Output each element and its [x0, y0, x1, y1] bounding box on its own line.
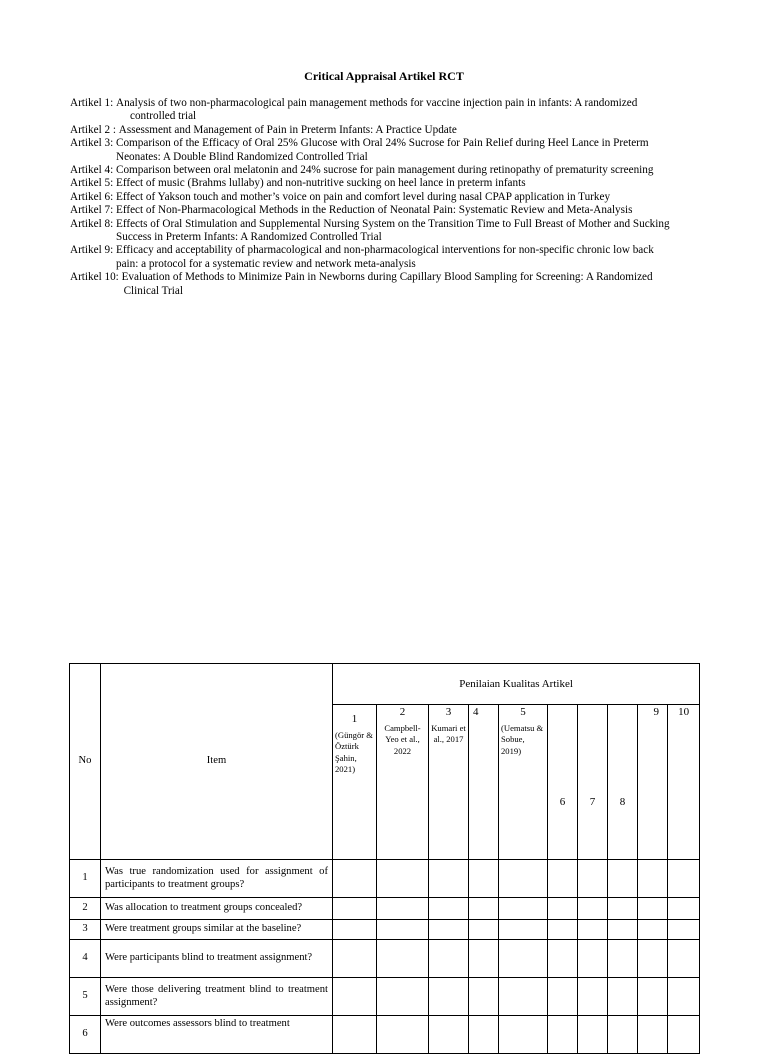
score-cell[interactable]	[608, 898, 638, 920]
score-cell[interactable]	[578, 978, 608, 1016]
article-label: Artikel 7:	[70, 204, 116, 217]
score-cell[interactable]	[548, 860, 578, 898]
score-cell[interactable]	[608, 978, 638, 1016]
article-label: Artikel 1:	[70, 97, 116, 109]
score-cell[interactable]	[668, 860, 700, 898]
header-article-10: 10	[668, 705, 700, 860]
article-label: Artikel 6:	[70, 190, 116, 203]
score-cell[interactable]	[668, 1016, 700, 1054]
score-cell[interactable]	[548, 978, 578, 1016]
score-cell[interactable]	[469, 898, 499, 920]
score-cell[interactable]	[578, 920, 608, 940]
score-cell[interactable]	[429, 920, 469, 940]
article-title: Effect of music (Brahms lullaby) and non-nutritive sucking on heel lance in preterm infants	[116, 177, 526, 190]
score-cell[interactable]	[499, 920, 548, 940]
article-title-continued: Success in Preterm Infants: A Randomized Controlled Trial	[116, 231, 382, 244]
article-label: Artikel 10:	[70, 271, 122, 284]
header-article-8: 8	[608, 705, 638, 860]
article-entry-6	[70, 191, 698, 204]
article-entry-4	[70, 164, 698, 177]
appraisal-table	[69, 663, 700, 1054]
article-title: Assessment and Management of Pain in Preterm Infants: A Practice Update	[118, 123, 457, 136]
score-cell[interactable]	[333, 920, 377, 940]
score-cell[interactable]	[578, 898, 608, 920]
score-cell[interactable]	[608, 920, 638, 940]
score-cell[interactable]	[377, 920, 429, 940]
score-cell[interactable]	[608, 940, 638, 978]
header-item: Item	[101, 664, 333, 860]
score-cell[interactable]	[548, 940, 578, 978]
article-title: Evaluation of Methods to Minimize Pain in Newborns during Capillary Blood Sampling for Screening: A Randomized	[121, 271, 653, 284]
table-row	[70, 1016, 700, 1054]
article-list	[70, 97, 698, 298]
score-cell[interactable]	[469, 920, 499, 940]
score-cell[interactable]	[499, 1016, 548, 1054]
header-no: No	[70, 664, 101, 860]
score-cell[interactable]	[429, 860, 469, 898]
score-cell[interactable]	[429, 1016, 469, 1054]
score-cell[interactable]	[638, 1016, 668, 1054]
header-article-9: 9	[638, 705, 668, 860]
table-row	[70, 978, 700, 1016]
row-number: 6	[70, 1016, 101, 1054]
article-label: Artikel 9:	[70, 244, 116, 257]
score-cell[interactable]	[429, 940, 469, 978]
row-item: Were treatment groups similar at the baseline?	[101, 920, 333, 940]
score-cell[interactable]	[469, 978, 499, 1016]
article-label: Artikel 8:	[70, 217, 116, 230]
article-entry-2	[70, 124, 698, 137]
header-article-3: 3 Kumari et al., 2017	[429, 705, 469, 860]
score-cell[interactable]	[499, 940, 548, 978]
score-cell[interactable]	[469, 860, 499, 898]
score-cell[interactable]	[668, 898, 700, 920]
score-cell[interactable]	[548, 1016, 578, 1054]
row-number: 3	[70, 920, 101, 940]
score-cell[interactable]	[377, 1016, 429, 1054]
article-title-continued: controlled trial	[130, 110, 197, 123]
row-number: 2	[70, 898, 101, 920]
score-cell[interactable]	[638, 860, 668, 898]
header-article-1: 1 (Güngör & Öztürk Şahin, 2021)	[333, 705, 377, 860]
score-cell[interactable]	[638, 940, 668, 978]
score-cell[interactable]	[578, 860, 608, 898]
row-number: 5	[70, 978, 101, 1016]
article-entry-9	[70, 244, 698, 271]
score-cell[interactable]	[638, 898, 668, 920]
score-cell[interactable]	[499, 860, 548, 898]
article-title: Comparison of the Efficacy of Oral 25% Glucose with Oral 24% Sucrose for Pain Relief during Heel Lance in Preterm	[116, 137, 649, 150]
score-cell[interactable]	[377, 978, 429, 1016]
header-quality-group: Penilaian Kualitas Artikel	[333, 664, 700, 705]
score-cell[interactable]	[333, 978, 377, 1016]
table-row	[70, 898, 700, 920]
article-title: Effect of Non-Pharmacological Methods in the Reduction of Neonatal Pain: Systematic Review and Meta-Analysis	[116, 204, 633, 217]
score-cell[interactable]	[499, 978, 548, 1016]
header-article-7: 7	[578, 705, 608, 860]
row-item: Was allocation to treatment groups concealed?	[101, 898, 333, 920]
row-number: 1	[70, 860, 101, 898]
article-label: Artikel 3:	[70, 137, 116, 150]
article-title-continued: Neonates: A Double Blind Randomized Controlled Trial	[116, 150, 368, 163]
score-cell[interactable]	[638, 920, 668, 940]
score-cell[interactable]	[668, 978, 700, 1016]
article-title: Analysis of two non-pharmacological pain management methods for vaccine injection pain in infants: A randomized	[116, 97, 638, 109]
article-title: Efficacy and acceptability of pharmacological and non-pharmacological interventions for non-specific chronic low back	[116, 244, 654, 257]
article-entry-8	[70, 218, 698, 245]
article-entry-3	[70, 137, 698, 164]
article-label: Artikel 2 :	[70, 123, 119, 136]
score-cell[interactable]	[608, 860, 638, 898]
header-article-2: 2 Campbell-Yeo et al., 2022	[377, 705, 429, 860]
article-entry-7	[70, 204, 698, 217]
score-cell[interactable]	[377, 860, 429, 898]
score-cell[interactable]	[469, 1016, 499, 1054]
article-label: Artikel 4:	[70, 164, 116, 177]
score-cell[interactable]	[333, 1016, 377, 1054]
row-number: 4	[70, 940, 101, 978]
article-label: Artikel 5:	[70, 177, 116, 190]
score-cell[interactable]	[429, 898, 469, 920]
score-cell[interactable]	[608, 1016, 638, 1054]
row-item: Was true randomization used for assignment of participants to treatment groups?	[101, 860, 333, 898]
article-title: Comparison between oral melatonin and 24% sucrose for pain management during retinopathy of prematurity screening	[116, 164, 654, 177]
article-title-continued: pain: a protocol for a systematic review and network meta-analysis	[116, 257, 416, 270]
article-title-continued: Clinical Trial	[123, 284, 183, 297]
score-cell[interactable]	[668, 940, 700, 978]
score-cell[interactable]	[548, 898, 578, 920]
score-cell[interactable]	[668, 920, 700, 940]
score-cell[interactable]	[548, 920, 578, 940]
table-row	[70, 920, 700, 940]
article-entry-10	[70, 271, 698, 298]
article-entry-5	[70, 177, 698, 190]
score-cell[interactable]	[638, 978, 668, 1016]
table-row	[70, 940, 700, 978]
score-cell[interactable]	[377, 940, 429, 978]
score-cell[interactable]	[429, 978, 469, 1016]
score-cell[interactable]	[578, 940, 608, 978]
article-entry-1	[70, 97, 698, 124]
header-article-6: 6	[548, 705, 578, 860]
page-title: Critical Appraisal Artikel RCT	[304, 69, 464, 83]
row-item: Were outcomes assessors blind to treatment	[101, 1016, 333, 1054]
score-cell[interactable]	[499, 898, 548, 920]
header-article-5: 5 (Uematsu & Sobue, 2019)	[499, 705, 548, 860]
score-cell[interactable]	[469, 940, 499, 978]
header-article-4: 4	[469, 705, 499, 860]
row-item: Were those delivering treatment blind to treatment assignment?	[101, 978, 333, 1016]
table-row	[70, 860, 700, 898]
score-cell[interactable]	[377, 898, 429, 920]
article-title: Effect of Yakson touch and mother’s voice on pain and comfort level during nasal CPAP application in Turkey	[116, 190, 611, 203]
article-title: Effects of Oral Stimulation and Supplemental Nursing System on the Transition Time to Full Breast of Mother and Sucking	[116, 217, 670, 230]
score-cell[interactable]	[333, 860, 377, 898]
row-item: Were participants blind to treatment assignment?	[101, 940, 333, 978]
score-cell[interactable]	[333, 940, 377, 978]
score-cell[interactable]	[333, 898, 377, 920]
score-cell[interactable]	[578, 1016, 608, 1054]
